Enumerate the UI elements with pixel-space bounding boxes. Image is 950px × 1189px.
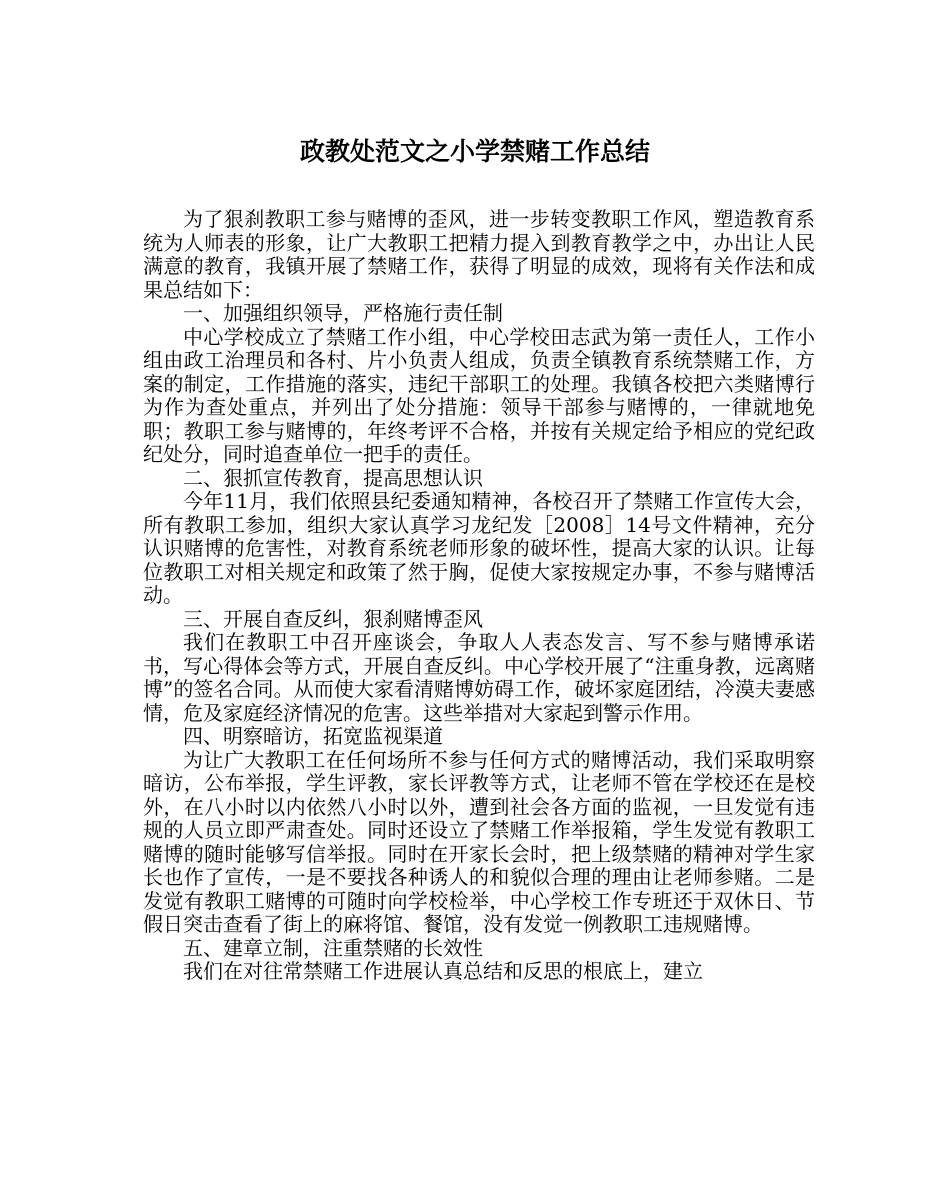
section-heading-4: 四、明察暗访，拓宽监视渠道	[183, 724, 443, 748]
section-heading-1: 一、加强组织领导，严格施行责任制	[183, 301, 503, 325]
section-2-paragraph: 今年11月，我们依照县纪委通知精神，各校召开了禁赌工作宣传大会，所有教职工参加，组织大家认真学习龙纪发［2008］14号文件精神，充分认识赌博的危害性，对教育系统老师形象的破坏性，提高大家的认识。让每位教职工对相关规定和政策了然于胸，促使大家按规定办事，不参与赌博活动。	[143, 489, 815, 607]
section-heading-3: 三、开展自查反纠，狠刹赌博歪风	[183, 606, 483, 631]
section-heading-2: 二、狠抓宣传教育，提高思想认识	[183, 465, 483, 490]
section-1-paragraph: 中心学校成立了禁赌工作小组，中心学校田志武为第一责任人，工作小组由政工治理员和各村、片小负责人组成，负责全镇教育系统禁赌工作，方案的制定，工作措施的落实，违纪干部职工的处理。我镇各校把六类赌博行为作为查处重点，并列出了处分措施：领导干部参与赌博的，一律就地免职；教职工参与赌博的，年终考评不合格，并按有关规定给予相应的党纪政纪处分，同时追查单位一把手的责任。	[143, 324, 815, 466]
section-3-paragraph: 我们在教职工中召开座谈会，争取人人表态发言、写不参与赌博承诺书，写心得体会等方式，开展自查反纠。中心学校开展了“注重身教，远离赌博”的签名合同。从而使大家看清赌博妨碍工作，破坏家庭团结，冷漠夫妻感情，危及家庭经济情况的危害。这些举措对大家起到警示作用。	[143, 630, 815, 725]
document-body	[143, 208, 815, 984]
section-4-paragraph: 为让广大教职工在任何场所不参与任何方式的赌博活动，我们采取明察暗访，公布举报，学生评教，家长评教等方式，让老师不管在学校还在是校外，在八小时以内依然八小时以外，遭到社会各方面的监视，一旦发觉有违规的人员立即严肃查处。同时还设立了禁赌工作举报箱，学生发觉有教职工赌博的随时能够写信举报。同时在开家长会时，把上级禁赌的精神对学生家长也作了宣传，一是不要找各种诱人的和貌似合理的理由让老师参赌。二是发觉有教职工赌博的可随时向学校检举，中心学校工作专班还于双休日、节假日突击查看了街上的麻将馆、餐馆，没有发觉一例教职工违规赌博。	[143, 747, 815, 936]
intro-paragraph: 为了狠刹教职工参与赌博的歪风，进一步转变教职工作风，塑造教育系统为人师表的形象，让广大教职工把精力提入到教育教学之中，办出让人民满意的教育，我镇开展了禁赌工作，获得了明显的成效，现将有关作法和成果总结如下：	[143, 207, 815, 302]
document-title: 政教处范文之小学禁赌工作总结	[299, 137, 650, 166]
section-heading-5: 五、建章立制，注重禁赌的长效性	[183, 935, 483, 960]
section-5-paragraph: 我们在对往常禁赌工作进展认真总结和反思的根底上，建立	[183, 959, 703, 983]
